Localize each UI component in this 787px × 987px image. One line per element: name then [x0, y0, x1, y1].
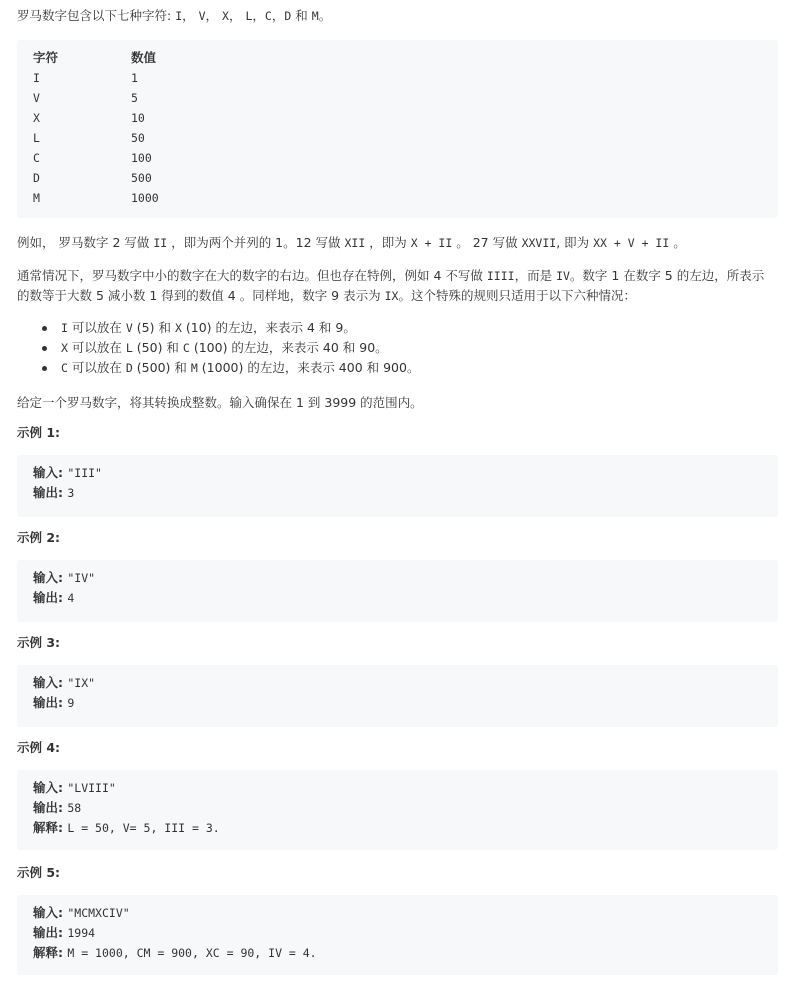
input-label: 输入: [33, 675, 68, 690]
inline-code: D [125, 361, 133, 375]
task-paragraph: 给定一个罗马数字，将其转换成整数。输入确保在 1 到 3999 的范围内。 [17, 395, 423, 410]
inline-code: M [190, 361, 198, 375]
header-value: 数值 [131, 50, 157, 65]
table-cell-value: 100 [131, 151, 152, 165]
explain-label: 解释: [33, 945, 68, 960]
table-cell-value: 500 [131, 171, 152, 185]
table-cell-value: 5 [131, 91, 138, 105]
inline-code: I [61, 321, 68, 335]
text: 。这个特殊的规则只适用于以下六种情况： [398, 288, 636, 303]
table-cell-value: 1 [131, 71, 138, 85]
example-title: 示例 1: [17, 425, 61, 440]
example-title: 示例 4: [17, 740, 61, 755]
special-rule-paragraph [17, 266, 775, 306]
text: ，而是 [514, 268, 557, 283]
text: 可以放在 [67, 320, 126, 335]
input-label: 输入: [33, 570, 68, 585]
output-value: 4 [67, 591, 75, 605]
symbol-code: D [284, 9, 292, 23]
inline-code: IIII [486, 269, 515, 283]
example-title: 示例 2: [17, 530, 61, 545]
text: ，即为 [365, 235, 411, 250]
example-title: 示例 3: [17, 635, 61, 650]
output-value: 3 [67, 486, 75, 500]
table-cell-symbol: D [33, 171, 40, 185]
symbol-code: X [222, 9, 229, 23]
explain-value: L = 50, V= 5, III = 3. [67, 821, 220, 835]
inline-code: C [182, 341, 190, 355]
input-label: 输入: [33, 465, 68, 480]
output-label: 输出: [33, 485, 68, 500]
input-value: "LVIII" [67, 781, 116, 795]
example-block [17, 665, 778, 727]
table-row [33, 108, 778, 128]
example-title: 示例 5: [17, 865, 61, 880]
output-label: 输出: [33, 590, 68, 605]
inline-code: II [153, 236, 168, 250]
explain-value: M = 1000, CM = 900, XC = 90, IV = 4. [67, 946, 317, 960]
symbol-code: I [175, 9, 183, 23]
symbol-value-table [17, 40, 778, 218]
text: (1000) 的左边，来表示 400 和 900。 [197, 360, 420, 375]
separator: ， [252, 8, 265, 23]
inline-code: X [61, 341, 68, 355]
table-cell-symbol: V [33, 91, 40, 105]
table-cell-value: 10 [131, 111, 145, 125]
separator: ， [271, 8, 285, 23]
separator: 和 [291, 8, 312, 23]
table-cell-symbol: X [33, 111, 40, 125]
text: 可以放在 [67, 340, 126, 355]
text: (500) 和 [132, 360, 191, 375]
output-label: 输出: [33, 800, 68, 815]
table-header-row [33, 48, 778, 68]
text: 可以放在 [67, 360, 126, 375]
table-cell-symbol: L [33, 131, 40, 145]
separator: ， [228, 8, 246, 23]
text: (5) 和 [132, 320, 175, 335]
inline-code: IX [384, 289, 399, 303]
example-block [17, 455, 778, 517]
inline-code: XXVII [521, 236, 557, 250]
inline-code: XX + V + II [593, 236, 670, 250]
table-row [33, 188, 778, 208]
table-cell-value: 1000 [131, 191, 159, 205]
table-row [33, 128, 778, 148]
text: (50) 和 [132, 340, 183, 355]
list-item [17, 358, 419, 378]
table-cell-symbol: I [33, 71, 40, 85]
inline-code: L [125, 341, 133, 355]
separator: 。 [318, 8, 332, 23]
inline-code: X + II [410, 236, 453, 250]
text: 。 27 写做 [452, 235, 522, 250]
symbol-code: L [245, 9, 253, 23]
text: 通常情况下，罗马数字中小的数字在大的数字的右边。但也存在特例，例如 4 不写做 [17, 268, 487, 283]
rules-list [17, 318, 419, 378]
output-value: 58 [67, 801, 82, 815]
text: 。数字 1 在数字 5 的左边，所表示的数等于大数 5 减小数 1 得到的数值 4 。同样地，数字 9 表示为 [17, 268, 765, 303]
symbol-code: V [198, 9, 206, 23]
table-row [33, 68, 778, 88]
output-value: 1994 [67, 926, 96, 940]
symbol-code: C [264, 9, 272, 23]
header-symbol: 字符 [33, 50, 59, 65]
separator: ， [205, 8, 223, 23]
table-row [33, 168, 778, 188]
input-label: 输入: [33, 905, 68, 920]
inline-code: IV [556, 269, 570, 283]
table-row [33, 148, 778, 168]
table-cell-symbol: C [33, 151, 40, 165]
text: 例如， 罗马数字 2 写做 [17, 235, 154, 250]
list-item [17, 338, 419, 358]
inline-code: X [174, 321, 182, 335]
input-value: "IX" [67, 676, 96, 690]
symbol-code: M [311, 9, 319, 23]
inline-code: XII [344, 236, 366, 250]
input-label: 输入: [33, 780, 68, 795]
output-label: 输出: [33, 925, 68, 940]
intro-paragraph [17, 6, 775, 26]
text: 。 [669, 235, 686, 250]
intro-text: 罗马数字包含以下七种字符: [17, 8, 176, 23]
text: (10) 的左边，来表示 4 和 9。 [181, 320, 356, 335]
table-cell-value: 50 [131, 131, 145, 145]
inline-code: C [61, 361, 68, 375]
separator: ， [182, 8, 199, 23]
example-block [17, 560, 778, 622]
output-value: 9 [67, 696, 75, 710]
text: (100) 的左边，来表示 40 和 90。 [189, 340, 388, 355]
example-paragraph [17, 233, 775, 253]
table-cell-symbol: M [33, 191, 40, 205]
output-label: 输出: [33, 695, 68, 710]
input-value: "III" [67, 466, 102, 480]
input-value: "MCMXCIV" [67, 906, 130, 920]
input-value: "IV" [67, 571, 96, 585]
example-block [17, 895, 778, 975]
list-item [17, 318, 419, 338]
text: , 即为 [556, 235, 594, 250]
example-block [17, 770, 778, 850]
explain-label: 解释: [33, 820, 68, 835]
text: ，即为两个并列的 1。12 写做 [167, 235, 345, 250]
table-row [33, 88, 778, 108]
inline-code: V [125, 321, 133, 335]
